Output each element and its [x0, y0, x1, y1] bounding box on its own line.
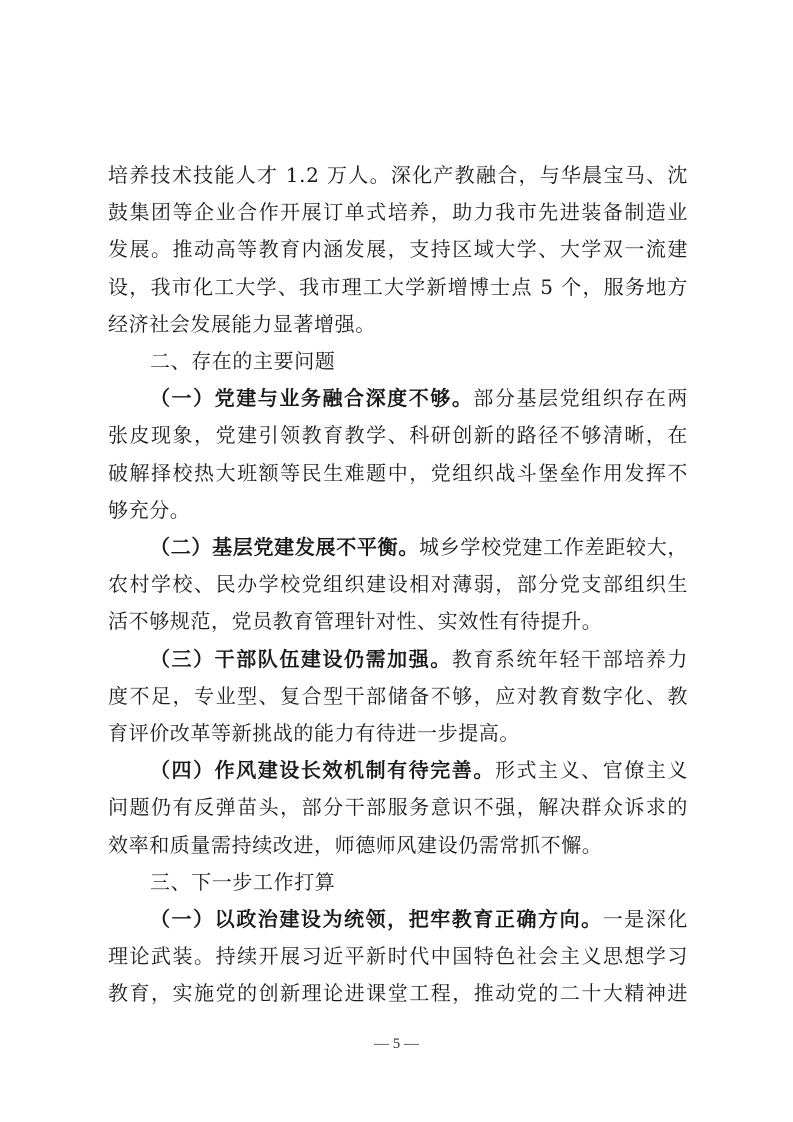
line-text: 发展。推动高等教育内涵发展，支持区域大学、大学双一流建: [108, 237, 688, 262]
line-text: 培养技术技能人才 1.2 万人。深化产教融合，与华晨宝马、沈: [108, 163, 688, 187]
text-line: [108, 346, 688, 376]
line-text: 一是深化: [602, 907, 688, 931]
line-text: 教育系统年轻干部培养力: [451, 646, 688, 671]
line-text: 问题仍有反弹苗头，部分干部服务意识不强，解决群众诉求的: [108, 795, 688, 820]
line-text: 张皮现象，党建引领教育教学、科研创新的路径不够清晰，在: [108, 423, 688, 448]
text-line: [108, 420, 688, 450]
text-line: [108, 495, 688, 525]
line-text: 农村学校、民办学校党组织建设相对薄弱，部分党支部组织生: [108, 572, 688, 597]
line-text: 破解择校热大班额等民生难题中，党组织战斗堡垒作用发挥不: [108, 460, 688, 485]
bold-heading: （一）党建与业务融合深度不够。: [150, 386, 474, 411]
text-line: [108, 978, 688, 1008]
bold-heading: （四）作风建设长效机制有待完善。: [150, 758, 495, 783]
line-text: 效率和质量需持续改进，师德师风建设仍需常抓不懈。: [108, 832, 603, 857]
line-text: 经济社会发展能力显著增强。: [108, 311, 376, 336]
text-line: [108, 830, 688, 860]
line-text: 度不足，专业型、复合型干部储备不够，应对教育数字化、教: [108, 683, 688, 708]
text-line: [108, 234, 688, 264]
line-text: 形式主义、官僚主义: [494, 758, 688, 783]
line-text: 城乡学校党建工作差距较大，: [419, 535, 688, 559]
text-line: [108, 383, 688, 413]
text-line: [108, 755, 688, 785]
text-line: [108, 272, 688, 302]
line-text: 育评价改革等新挑战的能力有待进一步提高。: [108, 721, 520, 745]
text-line: [108, 718, 688, 748]
line-text: 设，我市化工大学、我市理工大学新增博士点 5 个，服务地方: [108, 274, 688, 299]
text-line: [108, 941, 688, 971]
text-line: [108, 160, 688, 190]
text-line: [108, 569, 688, 599]
text-line: [108, 532, 688, 562]
text-line: [108, 606, 688, 636]
line-text: 鼓集团等企业合作开展订单式培养，助力我市先进装备制造业: [108, 200, 688, 225]
line-text: 部分基层党组织存在两: [473, 386, 688, 411]
line-text: 理论武装。持续开展习近平新时代中国特色社会主义思想学习: [108, 944, 688, 969]
line-text: 三、下一步工作打算: [150, 869, 336, 894]
bold-heading: （一）以政治建设为统领，把牢教育正确方向。: [150, 907, 603, 931]
line-text: 二、存在的主要问题: [150, 349, 336, 373]
text-line: [108, 197, 688, 227]
text-line: [108, 867, 688, 897]
text-line: [108, 644, 688, 674]
line-text: 活不够规范，党员教育管理针对性、实效性有待提升。: [108, 609, 603, 634]
text-line: [108, 681, 688, 711]
text-line: [108, 792, 688, 822]
text-line: [108, 309, 688, 339]
text-line: [108, 904, 688, 934]
line-text: 教育，实施党的创新理论进课堂工程，推动党的二十大精神进: [108, 981, 688, 1006]
text-line: [108, 458, 688, 488]
bold-heading: （三）干部队伍建设仍需加强。: [150, 646, 452, 671]
bold-heading: （二）基层党建发展不平衡。: [150, 535, 420, 559]
page-number: — 5 —: [374, 1036, 419, 1052]
line-text: 够充分。: [108, 497, 191, 522]
